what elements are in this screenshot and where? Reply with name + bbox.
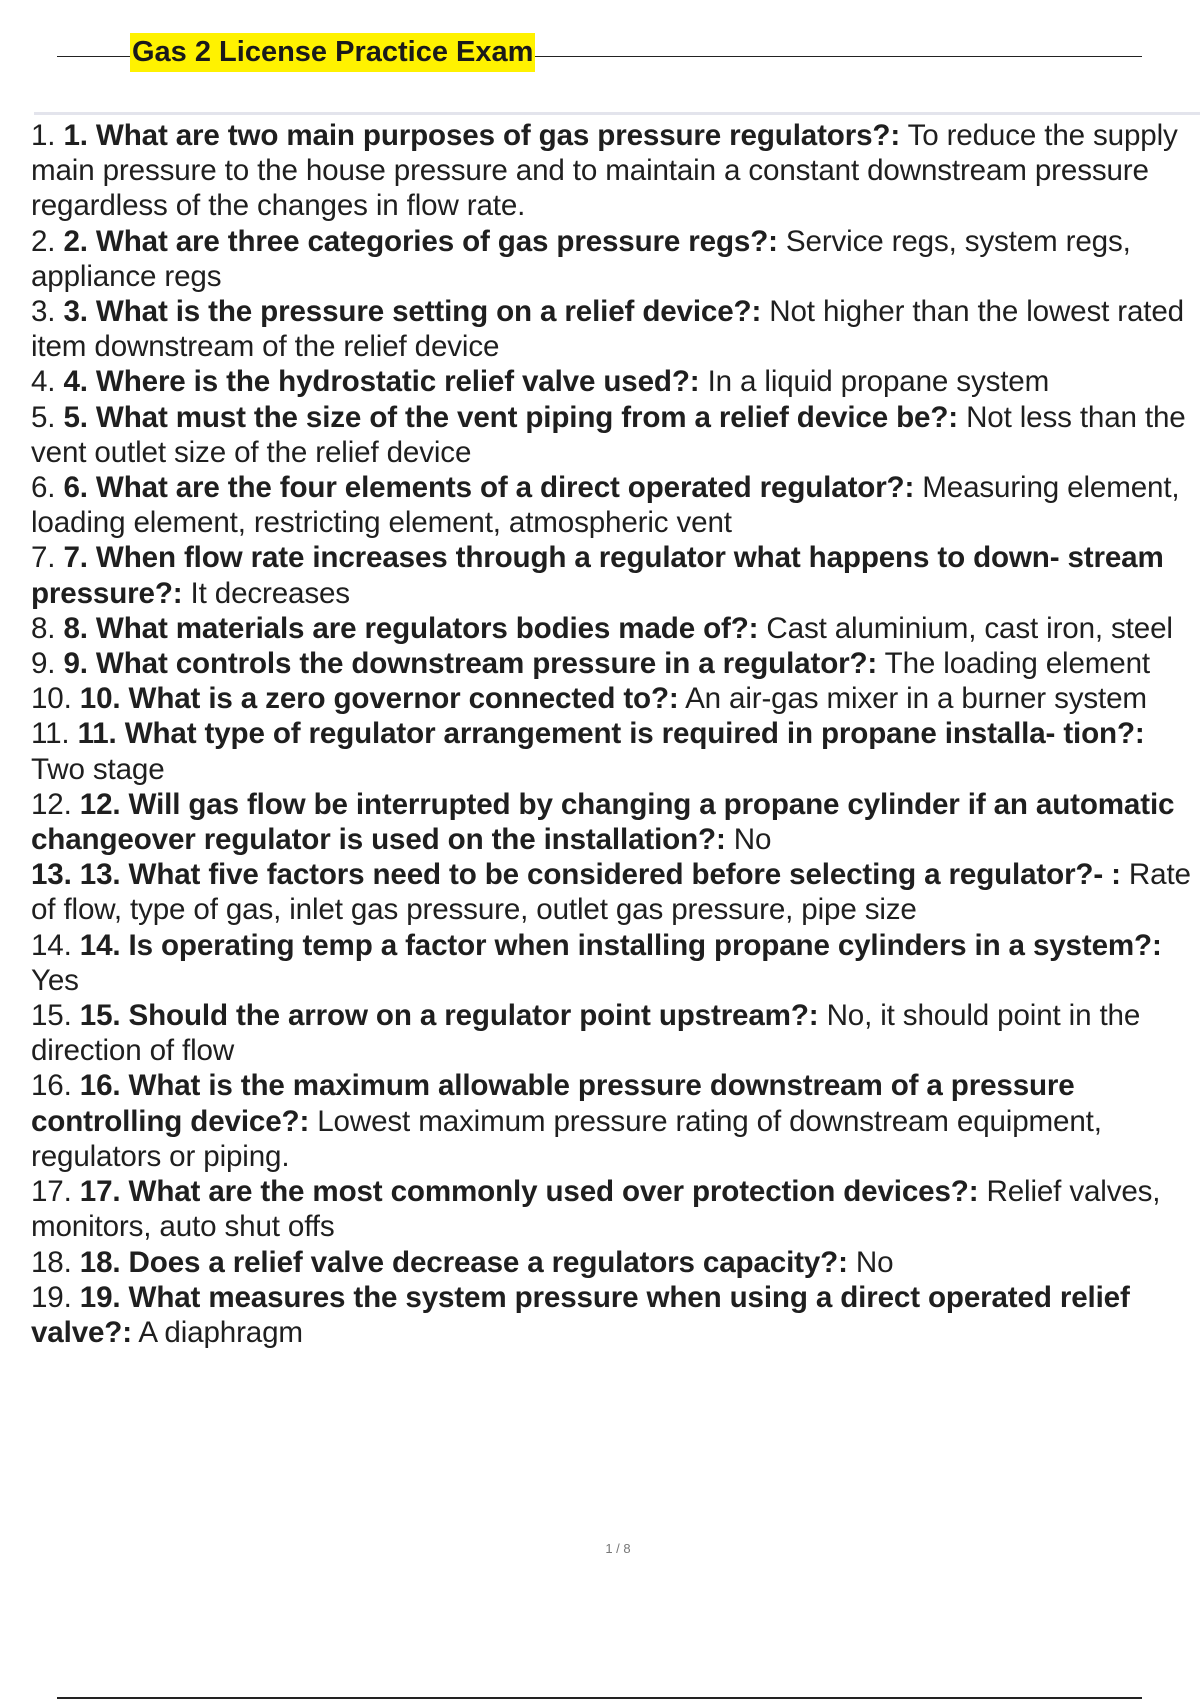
question-item: [31, 1245, 1200, 1280]
item-number: 5.: [31, 400, 56, 434]
question-item: [31, 118, 1200, 224]
answer-text: An air-gas mixer in a burner system: [685, 682, 1147, 716]
question-text: 16. What is the maximum allowable pressure downstream of a pressure controlling device?:: [31, 1069, 1075, 1138]
answer-text: No: [733, 823, 772, 857]
question-text: 8. What materials are regulators bodies made of?:: [63, 611, 759, 645]
question-text: 14. Is operating temp a factor when installing propane cylinders in a system?:: [79, 928, 1162, 962]
question-text: 4. Where is the hydrostatic relief valve used?:: [63, 365, 700, 399]
item-number: 2.: [31, 224, 56, 258]
item-number: 15.: [31, 999, 72, 1033]
answer-text: No, it should point in the direction of flow: [31, 999, 1141, 1068]
answer-text: It decreases: [190, 576, 350, 610]
item-number: 17.: [31, 1175, 72, 1209]
question-text: 12. Will gas flow be interrupted by changing a propane cylinder if an automatic changeover regulator is used on the installation?:: [31, 787, 1175, 857]
item-number: 1.: [31, 119, 56, 152]
question-item: [31, 928, 1200, 998]
question-text: 9. What controls the downstream pressure in a regulator?:: [63, 647, 878, 681]
question-text: 10. What is a zero governor connected to?:: [79, 682, 679, 716]
question-item: [31, 364, 1200, 399]
footer-rule: [57, 1697, 1142, 1699]
answer-text: To reduce the supply main pressure to the house pressure and to maintain a constant downstream pressure regardless of the changes in flow rate.: [31, 119, 1178, 223]
item-number: 6.: [31, 471, 56, 505]
question-item: [31, 540, 1200, 610]
answer-text: A diaphragm: [138, 1315, 303, 1349]
question-item: [31, 646, 1200, 681]
answer-text: Lowest maximum pressure rating of downstream equipment, regulators or piping.: [31, 1104, 1102, 1173]
question-item: [31, 787, 1200, 857]
question-item: [31, 294, 1200, 364]
answer-text: In a liquid propane system: [707, 365, 1050, 399]
header-divider: [34, 112, 1200, 115]
question-item: [31, 1280, 1200, 1350]
item-number: 7.: [31, 541, 56, 575]
question-text: 5. What must the size of the vent piping from a relief device be?:: [63, 400, 958, 434]
item-number: 18.: [31, 1245, 72, 1279]
question-item: [31, 470, 1200, 540]
question-item: [31, 857, 1200, 927]
answer-text: Rate of flow, type of gas, inlet gas pressure, outlet gas pressure, pipe size: [31, 858, 1191, 927]
question-item: [31, 1174, 1200, 1244]
item-number: 13.: [31, 858, 72, 892]
item-number: 3.: [31, 295, 56, 329]
item-number: 12.: [31, 787, 72, 821]
question-item: [31, 224, 1200, 294]
answer-text: Cast aluminium, cast iron, steel: [766, 611, 1173, 645]
item-number: 11.: [31, 717, 70, 751]
question-text: 7. When flow rate increases through a regulator what happens to down- stream pressure?:: [31, 541, 1164, 610]
item-number: 19.: [31, 1280, 72, 1314]
question-text: 15. Should the arrow on a regulator point upstream?:: [79, 999, 819, 1033]
answer-text: Relief valves, monitors, auto shut offs: [31, 1175, 1161, 1244]
question-item: [31, 998, 1200, 1068]
question-text: 19. What measures the system pressure when using a direct operated relief valve?:: [31, 1280, 1130, 1349]
answer-text: Service regs, system regs, appliance regs: [31, 224, 1131, 293]
question-item: [31, 1068, 1200, 1174]
question-text: 17. What are the most commonly used over protection devices?:: [79, 1175, 979, 1209]
question-text: 11. What type of regulator arrangement is required in propane installa- tion?:: [77, 717, 1145, 751]
answer-text: Two stage: [31, 752, 165, 786]
item-number: 8.: [31, 611, 56, 645]
question-text: 13. What five factors need to be considered before selecting a regulator?- :: [79, 858, 1121, 892]
question-item: [31, 681, 1200, 716]
question-text: 3. What is the pressure setting on a relief device?:: [63, 295, 762, 329]
question-text: 6. What are the four elements of a direct operated regulator?:: [63, 471, 915, 505]
item-number: 9.: [31, 647, 56, 681]
answer-text: Not higher than the lowest rated item downstream of the relief device: [31, 295, 1184, 364]
question-item: [31, 716, 1200, 786]
item-number: 16.: [31, 1069, 72, 1103]
question-item: [31, 611, 1200, 646]
answer-text: The loading element: [884, 647, 1150, 681]
answer-text: Yes: [31, 963, 79, 997]
answer-text: No: [855, 1245, 894, 1279]
item-number: 14.: [31, 928, 72, 962]
page-number: 1 / 8: [605, 1541, 631, 1556]
item-number: 4.: [31, 365, 56, 399]
question-list: [31, 118, 1200, 1350]
item-number: 10.: [31, 682, 72, 716]
document-title: Gas 2 License Practice Exam: [130, 33, 535, 72]
answer-text: Measuring element, loading element, restricting element, atmospheric vent: [31, 471, 1180, 540]
question-text: 2. What are three categories of gas pressure regs?:: [63, 224, 778, 258]
question-item: [31, 400, 1200, 470]
answer-text: Not less than the vent outlet size of the relief device: [31, 400, 1186, 469]
question-text: 18. Does a relief valve decrease a regulators capacity?:: [79, 1245, 848, 1279]
question-text: 1. What are two main purposes of gas pressure regulators?:: [63, 119, 901, 152]
